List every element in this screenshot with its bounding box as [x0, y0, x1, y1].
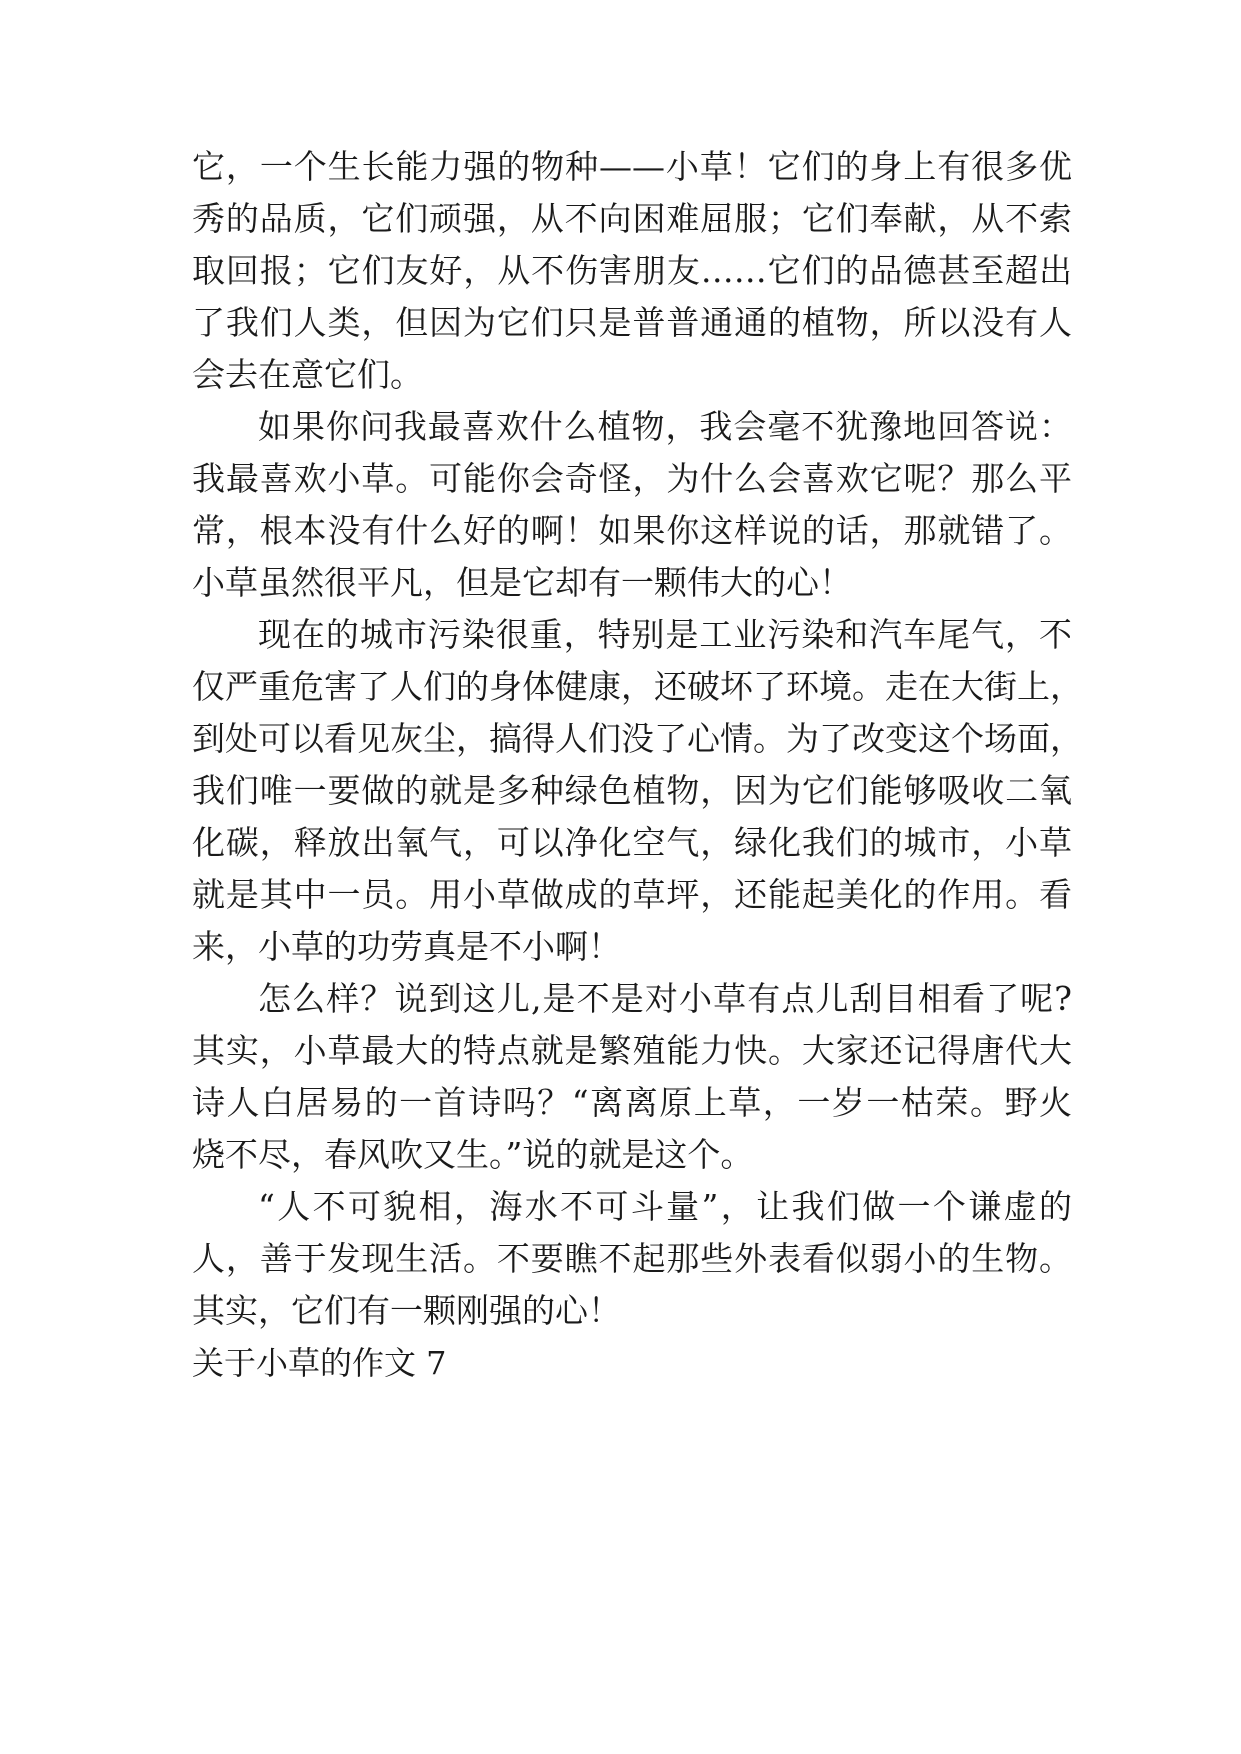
text-line: 小草虽然很平凡，但是它却有一颗伟大的心！ [192, 563, 852, 602]
text-line: 我最喜欢小草。可能你会奇怪，为什么会喜欢它呢？那么平 [192, 459, 1072, 498]
text-line: 就是其中一员。用小草做成的草坪，还能起美化的作用。看 [192, 875, 1072, 914]
paragraph-first-line: 怎么样？说到这儿,是不是对小草有点儿刮目相看了呢? [258, 979, 1072, 1018]
text-line: 取回报；它们友好，从不伤害朋友……它们的品德甚至超出 [192, 251, 1072, 290]
section-heading: 关于小草的作文 7 [192, 1344, 447, 1382]
text-line: 会去在意它们。 [192, 355, 423, 394]
text-line: 它，一个生长能力强的物种——小草！它们的身上有很多优 [192, 147, 1072, 186]
paragraph-first-line: 现在的城市污染很重，特别是工业污染和汽车尾气，不 [258, 615, 1072, 654]
text-line: 秀的品质，它们顽强，从不向困难屈服；它们奉献，从不索 [192, 199, 1072, 238]
text-line: 人，善于发现生活。不要瞧不起那些外表看似弱小的生物。 [192, 1239, 1072, 1278]
text-line: 其实，它们有一颗刚强的心！ [192, 1291, 621, 1330]
text-line: 到处可以看见灰尘，搞得人们没了心情。为了改变这个场面， [192, 719, 1083, 758]
text-line: 我们唯一要做的就是多种绿色植物，因为它们能够吸收二氧 [192, 771, 1072, 810]
text-line: 烧不尽，春风吹又生。”说的就是这个。 [192, 1135, 754, 1174]
text-line: 其实，小草最大的特点就是繁殖能力快。大家还记得唐代大 [192, 1031, 1072, 1070]
text-line: 仅严重危害了人们的身体健康，还破坏了环境。走在大街上， [192, 667, 1083, 706]
text-line: 化碳，释放出氧气，可以净化空气，绿化我们的城市，小草 [192, 823, 1072, 862]
text-line: 常，根本没有什么好的啊！如果你这样说的话，那就错了。 [192, 511, 1072, 550]
text-line: 了我们人类，但因为它们只是普普通通的植物，所以没有人 [192, 303, 1072, 342]
paragraph-first-line: “人不可貌相，海水不可斗量”，让我们做一个谦虚的 [258, 1187, 1072, 1226]
paragraph-first-line: 如果你问我最喜欢什么植物，我会毫不犹豫地回答说： [258, 407, 1072, 446]
text-line: 来，小草的功劳真是不小啊！ [192, 927, 621, 966]
text-line: 诗人白居易的一首诗吗？“离离原上草，一岁一枯荣。野火 [192, 1083, 1072, 1122]
